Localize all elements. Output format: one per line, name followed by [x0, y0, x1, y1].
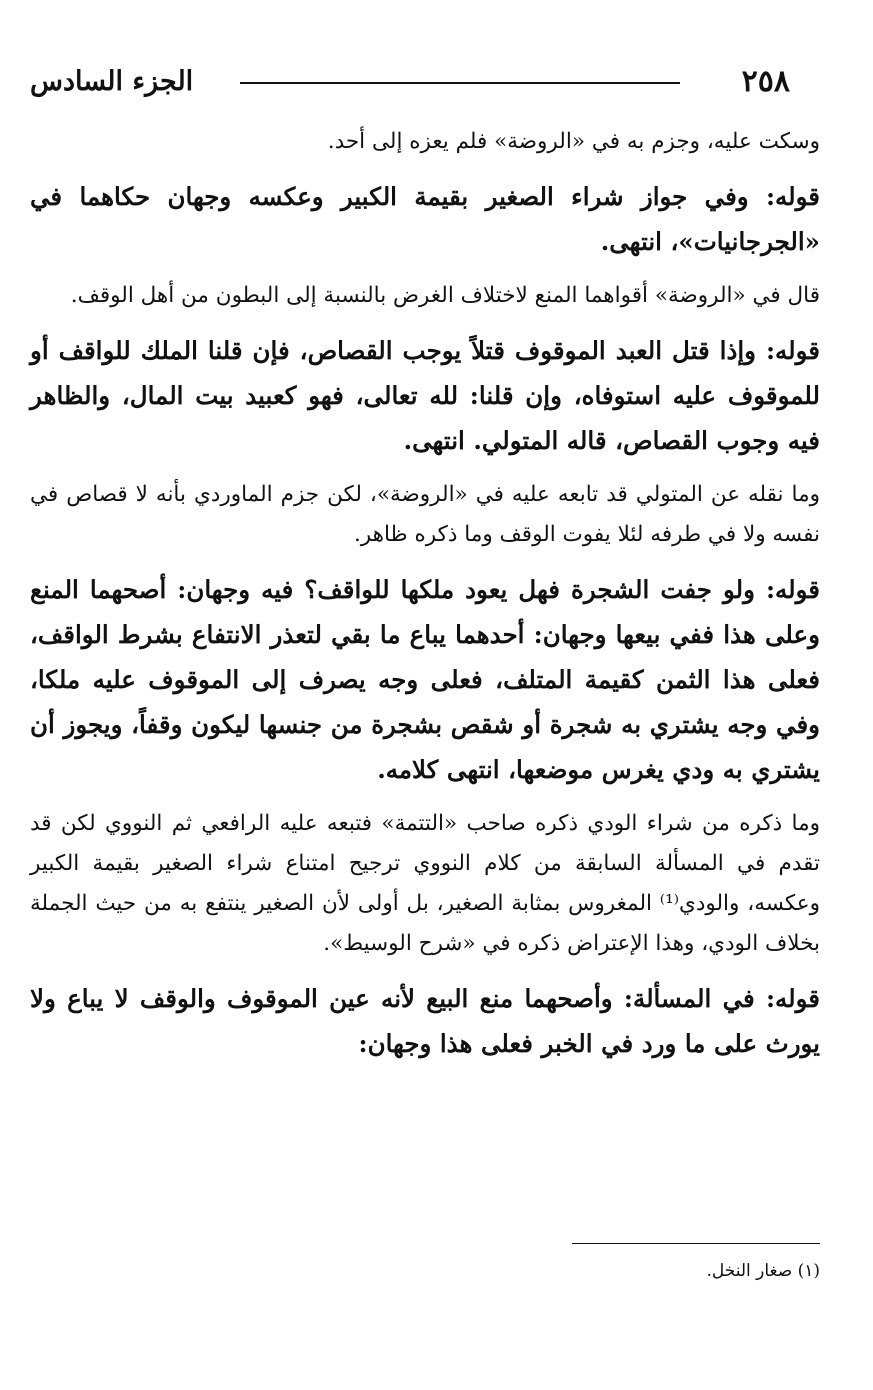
quoted-paragraph: قوله: وإذا قتل العبد الموقوف قتلاً يوجب القصاص، فإن قلنا الملك للواقف أو للموقوف عليه استوفاه، وإن قلنا: لله تعالى، فهو كعبيد بيت المال، والظاهر فيه وجوب القصاص، قاله المتولي. انتهى. [30, 336, 820, 455]
paragraph: وسكت عليه، وجزم به في «الروضة» فلم يعزه إلى أحد. [327, 129, 820, 154]
paragraph: وما نقله عن المتولي قد تابعه عليه في «الروضة»، لكن جزم الماوردي بأنه لا قصاص في نفسه ولا في طرفه لئلا يفوت الوقف وما ذكره ظاهر. [30, 482, 820, 547]
paragraph: وما ذكره من شراء الودي ذكره صاحب «التتمة» فتبعه عليه الرافعي ثم النووي لكن قد تقدم في المسألة السابقة من كلام النووي ترجيح امتناع شراء الصغير بقيمة الكبير وعكسه، والودي⁽¹⁾ المغروس بمثابة الصغير، بل أولى لأن الصغير ينتفع به من حيث الجملة بخلاف الودي، وهذا الإعتراض ذكره في «شرح الوسيط». [30, 811, 820, 956]
footnote-rule [572, 1243, 820, 1244]
page-number: ٢٥٨ [741, 64, 790, 99]
part-title: الجزء السادس [30, 66, 194, 97]
body-text [30, 122, 820, 1078]
header-rule [240, 82, 680, 84]
footnote: (١) صغار النخل. [706, 1261, 820, 1281]
quoted-paragraph: قوله: في المسألة: وأصحهما منع البيع لأنه عين الموقوف والوقف لا يباع ولا يورث على ما ورد في الخبر فعلى هذا وجهان: [30, 984, 820, 1058]
quoted-paragraph: قوله: وفي جواز شراء الصغير بقيمة الكبير وعكسه وجهان حكاهما في «الجرجانيات»، انتهى. [30, 182, 820, 256]
paragraph: قال في «الروضة» أقواهما المنع لاختلاف الغرض بالنسبة إلى البطون من أهل الوقف. [70, 283, 820, 308]
quoted-paragraph: قوله: ولو جفت الشجرة فهل يعود ملكها للواقف؟ فيه وجهان: أصحهما المنع وعلى هذا ففي بيعها وجهان: أحدهما يباع ما بقي لتعذر الانتفاع بشرط الواقف، فعلى هذا الثمن كقيمة المتلف، فعلى وجه يصرف إلى الموقوف عليه ملكا، وفي وجه يشتري به شجرة أو شقص بشجرة من جنسها ليكون وقفاً، ويجوز أن يشتري به ودي يغرس موضعها، انتهى كلامه. [30, 575, 820, 784]
page-header [30, 62, 790, 102]
